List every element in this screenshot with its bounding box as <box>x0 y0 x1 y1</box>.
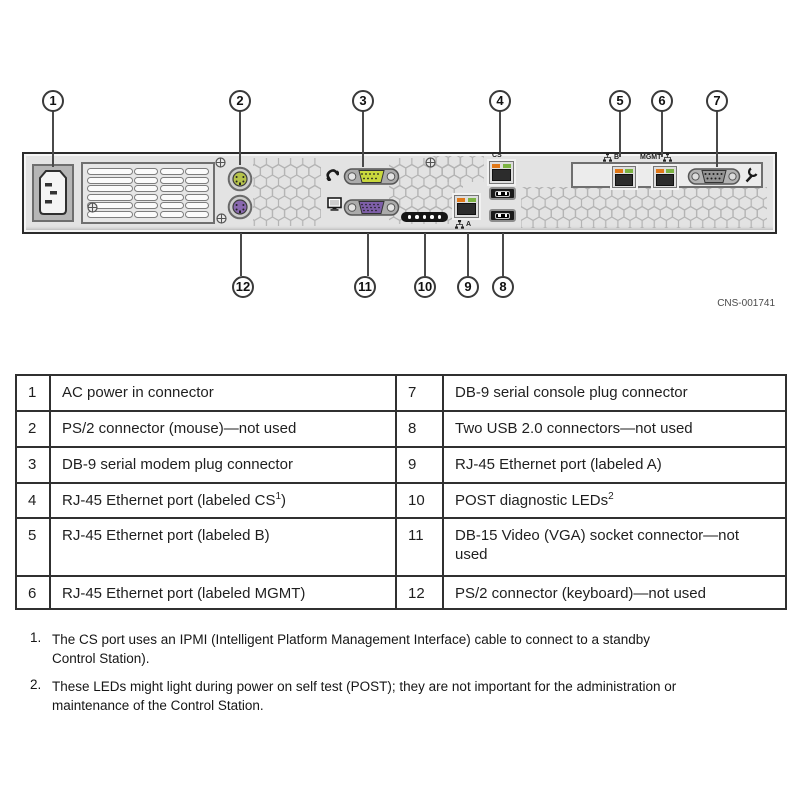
item-description: RJ-45 Ethernet port (labeled MGMT) <box>50 576 396 609</box>
table-row <box>16 518 786 576</box>
table-row <box>16 447 786 483</box>
screw-icon <box>87 202 98 213</box>
callout-2: 2 <box>229 90 251 112</box>
item-number: 9 <box>396 447 443 483</box>
callout-4: 4 <box>489 90 511 112</box>
monitor-icon <box>327 197 342 212</box>
rear-panel-diagram <box>0 0 800 370</box>
serial-console-port <box>687 166 741 187</box>
footnote-text: maintenance of the Control Station. <box>52 698 264 714</box>
table-row <box>16 483 786 518</box>
orange-led <box>492 164 500 168</box>
callout-line-5 <box>619 111 621 157</box>
callout-8: 8 <box>492 276 514 298</box>
callout-line-3 <box>362 111 364 167</box>
item-description: PS/2 connector (mouse)—not used <box>50 411 396 447</box>
callout-line-6 <box>661 111 663 157</box>
item-number: 7 <box>396 375 443 411</box>
item-description: DB-15 Video (VGA) socket connector—not used <box>443 518 786 576</box>
item-number: 3 <box>16 447 50 483</box>
vga-port <box>343 196 400 219</box>
rj45-socket <box>615 174 633 186</box>
callout-line-12 <box>240 233 242 276</box>
item-description: AC power in connector <box>50 375 396 411</box>
callout-11: 11 <box>354 276 376 298</box>
footnote-text: These LEDs might light during power on self test (POST); they are not important for the administration or <box>52 679 677 695</box>
item-description: Two USB 2.0 connectors—not used <box>443 411 786 447</box>
item-description: PS/2 connector (keyboard)—not used <box>443 576 786 609</box>
item-number: 6 <box>16 576 50 609</box>
item-number: 1 <box>16 375 50 411</box>
ac-power-inlet <box>32 164 74 222</box>
callout-line-4 <box>499 111 501 153</box>
ps2-mouse-connector <box>227 166 253 192</box>
callout-5: 5 <box>609 90 631 112</box>
usb-port-top <box>489 187 516 200</box>
footnote-text: Control Station). <box>52 651 150 667</box>
legend-table <box>15 374 787 610</box>
callout-9: 9 <box>457 276 479 298</box>
item-number: 4 <box>16 483 50 518</box>
callout-7: 7 <box>706 90 728 112</box>
serial-modem-port <box>343 165 400 188</box>
screw-icon <box>425 157 436 168</box>
footnote-number: 1. <box>30 630 42 645</box>
rj45-a-port <box>454 195 479 218</box>
cs-port-label: CS <box>492 152 502 159</box>
item-number: 10 <box>396 483 443 518</box>
a-port-label: A <box>455 220 471 229</box>
orange-led <box>656 169 664 173</box>
item-description: DB-9 serial console plug connector <box>443 375 786 411</box>
network-icon <box>603 153 612 162</box>
item-description: RJ-45 Ethernet port (labeled A) <box>443 447 786 483</box>
screw-icon <box>216 213 227 224</box>
green-led <box>666 169 674 173</box>
item-description: DB-9 serial modem plug connector <box>50 447 396 483</box>
rj45-b-port <box>612 166 636 188</box>
callout-3: 3 <box>352 90 374 112</box>
table-row <box>16 411 786 447</box>
footnote-1 <box>30 630 780 668</box>
callout-line-8 <box>502 233 504 276</box>
rj45-socket <box>492 169 511 181</box>
green-led <box>503 164 511 168</box>
network-icon <box>455 220 464 229</box>
footnote-2 <box>30 677 780 715</box>
callout-line-10 <box>424 233 426 276</box>
callout-line-2 <box>239 111 241 165</box>
item-description: RJ-45 Ethernet port (labeled $CS^1$) <box>50 483 396 518</box>
footnote-text: The CS port uses an IPMI (Intelligent Platform Management Interface) cable to connect to a standby <box>52 632 651 647</box>
item-number: 11 <box>396 518 443 576</box>
chassis-rear-panel <box>22 152 777 234</box>
network-icon <box>663 153 672 162</box>
green-led <box>625 169 633 173</box>
post-led-strip <box>401 212 448 222</box>
rj45-mgmt-port <box>653 166 677 188</box>
item-number: 12 <box>396 576 443 609</box>
footnotes <box>30 630 780 725</box>
green-led <box>468 198 476 202</box>
phone-icon <box>323 165 339 181</box>
callout-12: 12 <box>232 276 254 298</box>
callout-1: 1 <box>42 90 64 112</box>
item-description: RJ-45 Ethernet port (labeled B) <box>50 518 396 576</box>
callout-line-11 <box>367 233 369 276</box>
b-port-label: B <box>603 153 619 162</box>
figure-code: CNS-001741 <box>717 298 775 309</box>
usb-port-bottom <box>489 209 516 222</box>
orange-led <box>457 198 465 202</box>
screw-icon <box>215 157 226 168</box>
footnote-number: 2. <box>30 677 42 693</box>
table-row <box>16 576 786 609</box>
rj45-socket <box>656 174 674 186</box>
ps2-keyboard-connector <box>227 194 253 220</box>
item-number: 8 <box>396 411 443 447</box>
orange-led <box>615 169 623 173</box>
callout-10: 10 <box>414 276 436 298</box>
vent-grille <box>81 162 215 224</box>
callout-6: 6 <box>651 90 673 112</box>
callout-line-1 <box>52 111 54 167</box>
item-description: POST diagnostic LEDs$^2$ <box>443 483 786 518</box>
rj45-socket <box>457 203 476 215</box>
wrench-icon <box>743 166 758 183</box>
table-row <box>16 375 786 411</box>
item-number: 2 <box>16 411 50 447</box>
item-number: 5 <box>16 518 50 576</box>
callout-line-9 <box>467 233 469 276</box>
callout-line-7 <box>716 111 718 167</box>
rj45-cs-port <box>489 161 514 184</box>
mgmt-port-label: MGMT <box>640 153 672 162</box>
